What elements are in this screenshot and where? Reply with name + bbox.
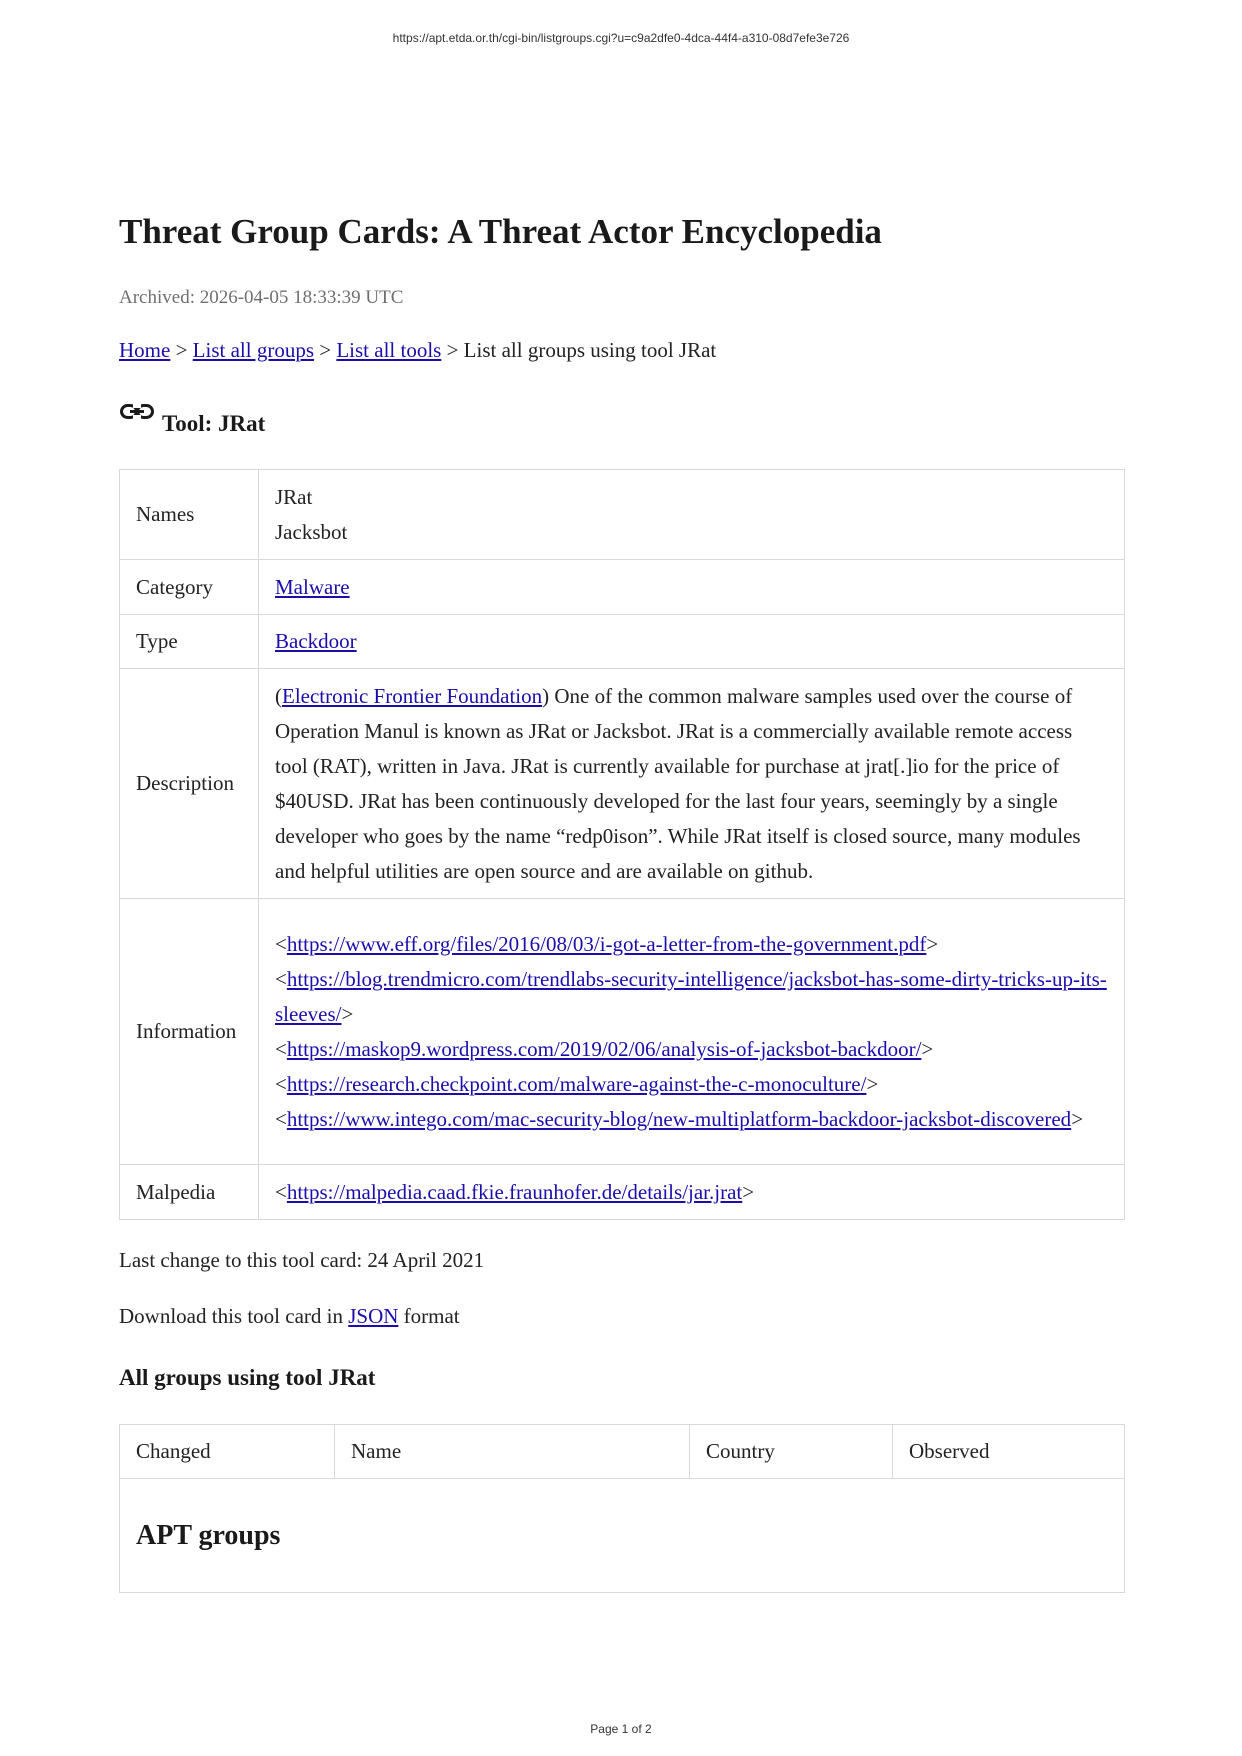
download-suffix: format xyxy=(398,1304,460,1328)
malpedia-label: Malpedia xyxy=(120,1165,259,1220)
breadcrumb-home-link[interactable]: Home xyxy=(119,338,171,362)
description-label: Description xyxy=(120,669,259,899)
information-link-item: <https://www.intego.com/mac-security-blog/new-multiplatform-backdoor-jacksbot-discovered> xyxy=(275,1106,1084,1131)
breadcrumb-separator: > xyxy=(170,338,193,362)
column-header-observed[interactable]: Observed xyxy=(893,1425,1125,1479)
information-link-item: <https://maskop9.wordpress.com/2019/02/06/analysis-of-jacksbot-backdoor/> xyxy=(275,1036,934,1061)
description-source-link[interactable]: Electronic Frontier Foundation xyxy=(282,683,543,708)
breadcrumb-list-groups-link[interactable]: List all groups xyxy=(192,338,314,362)
description-value: (Electronic Frontier Foundation) One of the common malware samples used over the course of Operation Manul is known as JRat or Jacksbot. JRat is a commercially available remote access tool (RAT), written in Java. JRat is currently available for purchase at jrat[.]io for the price of $40USD. JRat has been continuously developed for the last four years, seemingly by a single developer who goes by the name “redp0ison”. While JRat itself is closed source, many modules and helpful utilities are open source and are available on github. xyxy=(259,669,1125,899)
last-change-text: Last change to this tool card: 24 April 2021 xyxy=(119,1248,485,1272)
type-link[interactable]: Backdoor xyxy=(275,629,357,653)
breadcrumb-separator: > xyxy=(314,338,337,362)
breadcrumb-current: > List all groups using tool JRat xyxy=(441,338,717,362)
print-footer-page: Page 1 of 2 xyxy=(590,1722,652,1736)
description-text: ) One of the common malware samples used over the course of Operation Manul is known as JRat or Jacksbot. JRat is a commercially available remote access tool (RAT), written in Java. JRat is currently available for purchase at jrat[.]io for the price of $40USD. JRat has been continuously developed for the last four years, seemingly by a single developer who goes by the name “redp0ison”. While JRat itself is closed source, many modules and helpful utilities are open source and are available on github. xyxy=(275,683,1081,883)
information-link[interactable]: https://research.checkpoint.com/malware-against-the-c-monoculture/ xyxy=(286,1071,867,1096)
information-link-item: <https://www.eff.org/files/2016/08/03/i-got-a-letter-from-the-government.pdf> xyxy=(275,931,939,956)
breadcrumb-list-tools-link[interactable]: List all tools xyxy=(336,338,442,362)
column-header-changed[interactable]: Changed xyxy=(120,1425,335,1479)
description-row xyxy=(120,669,1125,899)
link-icon xyxy=(119,401,155,423)
names-label: Names xyxy=(120,470,259,560)
tool-title: Tool: JRat xyxy=(162,411,266,436)
information-link[interactable]: https://blog.trendmicro.com/trendlabs-security-intelligence/jacksbot-has-some-dirty-tricks-up-its-sleeves/ xyxy=(275,966,1107,1026)
information-link[interactable]: https://www.eff.org/files/2016/08/03/i-got-a-letter-from-the-government.pdf xyxy=(286,931,927,956)
json-download-link[interactable]: JSON xyxy=(348,1304,399,1328)
malpedia-row: Malpedia <https://malpedia.caad.fkie.fraunhofer.de/details/jar.jrat> xyxy=(120,1165,1125,1220)
type-row xyxy=(120,615,1125,669)
groups-table xyxy=(119,1424,1125,1593)
information-links xyxy=(259,899,1125,1165)
column-header-name[interactable]: Name xyxy=(335,1425,690,1479)
information-link-item: <https://research.checkpoint.com/malware-against-the-c-monoculture/> xyxy=(275,1071,879,1096)
information-link[interactable]: https://www.intego.com/mac-security-blog/new-multiplatform-backdoor-jacksbot-discovered xyxy=(286,1106,1072,1131)
groups-heading: All groups using tool JRat xyxy=(119,1365,376,1390)
information-label: Information xyxy=(120,899,259,1165)
groups-section-row xyxy=(120,1479,1125,1593)
apt-groups-section-title: APT groups xyxy=(136,1519,281,1551)
malpedia-link[interactable]: https://malpedia.caad.fkie.fraunhofer.de/details/jar.jrat xyxy=(286,1179,743,1204)
breadcrumb xyxy=(119,338,716,363)
category-label: Category xyxy=(120,560,259,615)
category-row xyxy=(120,560,1125,615)
column-header-country[interactable]: Country xyxy=(690,1425,893,1479)
page-title: Threat Group Cards: A Threat Actor Encyclopedia xyxy=(119,212,882,251)
category-link[interactable]: Malware xyxy=(275,574,350,599)
information-link-item: <https://blog.trendmicro.com/trendlabs-security-intelligence/jacksbot-has-some-dirty-tricks-up-its-sleeves/> xyxy=(275,966,1107,1026)
name-item: Jacksbot xyxy=(275,519,348,544)
tool-card-table xyxy=(119,469,1125,1220)
archived-timestamp: Archived: 2026-04-05 18:33:39 UTC xyxy=(119,287,404,308)
download-line xyxy=(119,1304,460,1329)
information-link[interactable]: https://maskop9.wordpress.com/2019/02/06/analysis-of-jacksbot-backdoor/ xyxy=(286,1036,922,1061)
information-row xyxy=(120,899,1125,1165)
groups-header-row xyxy=(120,1425,1125,1479)
names-row xyxy=(120,470,1125,560)
name-item: JRat xyxy=(275,484,313,509)
download-prefix: Download this tool card in xyxy=(119,1304,349,1328)
type-label: Type xyxy=(120,615,259,669)
names-value xyxy=(259,470,1125,560)
print-header-url: https://apt.etda.or.th/cgi-bin/listgroups.cgi?u=c9a2dfe0-4dca-44f4-a310-08d7efe3e726 xyxy=(392,31,850,45)
